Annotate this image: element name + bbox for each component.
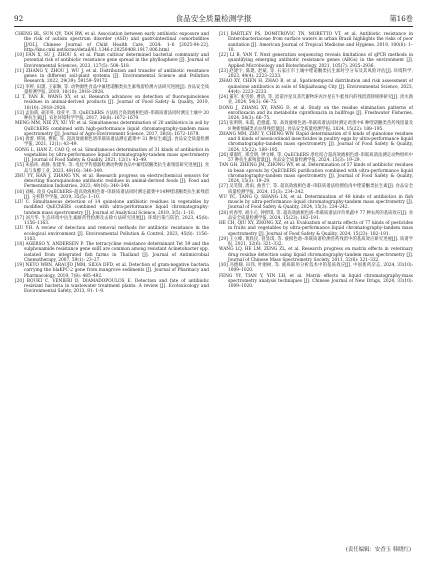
reference-entry: MENG MM, NIE ZY, XU YP, et al. Simultaneous determination of 20 antibiotics in soil by QuEChERS combined with high-performance liquid chromatography-tandem mass spectrometry [J]. Journal of Agro-Environment Science, 2017, 36(8): 1672–1679. bbox=[15, 121, 209, 137]
reference-entry: HE CH, QIU XY, ZHONG XZ, et al. Evaluation of matrix effects of 77 kinds of pesticides in fruits and vegetables by ultra-performance liquid chromatography-tandem mass spectrometry [J]. Journal of Food Safety & Quality, 2024, 15(23): 182–191. bbox=[219, 221, 413, 237]
reference-entry: [16] 刘栋. 改良 QuEChERS–超高效液相色谱–串联质谱法同时测定蔬菜中14种喹诺酮类抗生素残留[J]. 分析科学学报, 2019, 35(5): 1–10. bbox=[15, 189, 209, 200]
reference-entry: [24] 董军, 张雪娇, 曹清, 等. 恩诺沙星及其代谢物环丙沙星在牛蛙体内的残留消除规律研究[J]. 淡水渔业, 2024, 54(3): 66–75. bbox=[219, 95, 413, 106]
reference-entry: [28] 何春琴, 胡小元, 钟智琪, 等. 超高效液相色谱–串联质谱法评价果蔬中 77 种农药的基质效应[J]. 食品安全质量检测学报, 2024, 15(23): 182–191. bbox=[219, 210, 413, 221]
reference-entry: LIU YH. A review of detection and removal methods for antibiotic resistance in the ecological environment [J]. Environmental Pollution & Control, 2023, 45(8): 1156–1163. bbox=[15, 226, 209, 242]
reference-entry: [11] ZHANG Y, ZHOU J, WU J, et al. Distribution and transfer of antibiotic resistance genes in different soil-plant systems [J]. Environmental Science and Pollution Research, 2022, 29(39): 59159–59172. bbox=[15, 68, 209, 85]
reference-entry: WU YC, TANG Q, SHANG LN, et al. Determination of 48 kinds of antibiotics in fish muscle by ultra-performance liquid chromatography-tandem mass spectrometry [J]. Journal of Food Safety & Quality, 2024, 15(3): 234–242. bbox=[219, 194, 413, 211]
reference-entry: [26] 谭淑红, 邢会明, 钟文峰, 等. QuEChERS 净化结合超高效液相色谱–串联质谱法测定动物组织中 57 种抗生素残留量[J]. 食品安全质量检测学报, 2024, 15(3): 19–29. bbox=[219, 152, 413, 163]
reference-entry: WANG LQ, HE LM, ZENG ZL, et al. Research progress on matrix effects in veterinary drug residue detection using liquid chromatography-tandem mass spectrometry [J]. Journal of Chinese Mass Spectrometry Society, 2011, 32(6): 321–332. bbox=[219, 247, 413, 263]
reference-entry: CHENG BL, SUN QY, TAN BW, et al. Association between early antibiotic exposure and the risk of autism spectrum disorder (ASD) and gastrointestinal comorbidities [J/OL]. Chinese Journal of Child Health Care, 2024: 1–6 [2025-04-22]. http://kns.cnki.net/kcms/detail/61.1346.r.20250408.1917.006.html bbox=[15, 32, 209, 53]
reference-entry: GONG L, HAN Z, CAO Q, et al. Simultaneous determination of 31 kinds of antibiotics in vegetables by ultra-performance liquid chromatography-tandem mass spectrometry [J]. Journal of Food Safety & Quality, 2021, 12(1): 43–49. bbox=[15, 147, 209, 163]
reference-entry: [18] AGERSO Y, ANDERSEN P. The tetracycline resistance determinant Tet 39 and the sulphonamide resistance gene sulII are common among resistant Acinetobacter spp. isolated from integrated fish farms in Thailand [J]. Journal of Antimicrobial Chemotherapy, 2007, 59(1): 23–27. bbox=[15, 242, 209, 263]
reference-entry: [27] 吴笑瑞, 唐雨, 曲善宁, 等. 超高效液相色谱–串联质谱法检测鱼肉中喹诺酮类抗生素[J]. 食品安全质量检测学报, 2024, 15(3): 234–242. bbox=[219, 184, 413, 195]
reference-entry: [13] 孟雨萌, 聂泽英, 徐亚平, 等. QuEChERS 方法结合高效液相色谱–串联质谱法同时测定土壤中 20 种抗生素[J]. 农业环境科学学报, 2017, 36(8): 1672–1679. bbox=[15, 110, 209, 121]
reference-entry: [30] 冯德娣, 田伟, 叶刚树, 等. 液质联用分析技术中的基质效应[J]. 中国新药杂志, 2024, 33(10): 1009–1020. bbox=[219, 263, 413, 274]
reference-entry: [10] FAN X, SU J, ZHOU S, et al. Plant cultivar determined bacterial community and potential risk of antibiotic resistance gene spread in the phyllosphere [J]. Journal of Environmental Sciences, 2023, 127(5): 508–518. bbox=[15, 53, 209, 69]
reference-entry: [22] LI B, YAN T. Next generation sequencing reveals limitations of qPCR methods in quantifying emerging antibiotic resistance genes (ARGs) in the environment [J]. Applied Microbiology and Biotechnology, 2021, 105(7): 2925–2936. bbox=[219, 53, 413, 69]
reference-entry: [17] 刘月华. 生态环境中抗生素耐药性检测及去除方法研究进展[J]. 环境污染与防治, 2023, 45(8): 1156–1163. bbox=[15, 215, 209, 226]
page-number: 92 bbox=[14, 14, 24, 23]
reference-column-left bbox=[15, 32, 209, 295]
reference-entry: DONG J, ZHANG XY, FANG D, et al. Study on the residue elimination patterns of enrofloxacin and its metabolite ciprofloxacin in bullfrogs [J]. Freshwater Fisheries, 2024, 54(3): 66–75. bbox=[219, 105, 413, 121]
reference-entry: [25] 张明明, 朱霞, 范德鑫, 等. 高效液相色谱–串联质谱法同时测定鸡蛋中6 种喹诺酮类兽药残留量及 8 种新烟碱类杀虫剂残留量[J]. 食品安全质量检测学报, 2024, 15(22): 188–195. bbox=[219, 121, 413, 132]
reference-entry: LI T, YAN R, WANG XY, et al. Research advances on detection of fluoroquinolones residues in animal-derived products [J]. Journal of Food Safety & Quality, 2019, 10(10): 2918–2928. bbox=[15, 95, 209, 111]
reference-entry: [29] 王立峰, 黄轶民, 曾显琪, 等. 液相色谱–串联质谱检测兽药残留中的基质效应研究进展[J]. 质谱学报, 2021, 32(6): 321–332. bbox=[219, 236, 413, 247]
reference-entry: [23] 赵建宇, 陈建, 赵斌, 等. 石家庄市土壤中喹诺酮类抗生素时空分布及其风险评估[J]. 环境科学, 2023, 44(4): 2223–2233. bbox=[219, 68, 413, 79]
reference-entry: [20] BOUKI C, VENIERI D, DIAMADOPOULOS E. Detection and fate of antibiotic resistant bacteria in wastewater treatment plants: A review [J]. Ecotoxicology and Environmental Safety, 2013, 91: 1–9. bbox=[15, 278, 209, 295]
reference-entry: FENG YY, TIAN Y, YIN LH, et al. Matrix effects in liquid chromatography-mass spectrometry analysis techniques [J]. Chinese Journal of New Drugs, 2024, 33(10): 1009–1020. bbox=[219, 273, 413, 289]
reference-entry: [15] 朱依祎, 胡静, 张建华, 等. 电化学传感器检测动物源食品中氟喹诺酮类抗生素残留研究进展[J]. 食品与发酵工业, 2023, 49(16): 340–349. bbox=[15, 163, 209, 174]
reference-entry: LIU C. Simultaneous detection of 14 quinolone antibiotic residues in vegetables by modified QuEChERS combined with ultra-performance liquid chromatography-tandem mass spectrometry [J]. Journal of Analytical Science, 2019, 3(5): 1–10. bbox=[15, 200, 209, 216]
reference-entry: [14] 龚蕾, 韩锐, 曹锐, 等. 超高效液相色谱串联质谱法测定蔬菜中 31 种抗生素[J]. 食品安全质量检测学报, 2021, 12(1): 43–49. bbox=[15, 137, 209, 148]
editor-note: (责任编辑：安香玉 韩晓红) bbox=[345, 547, 411, 553]
reference-entry: [12] 李婷, 田潇, 王家琳, 等. 动物源性食品中氟喹诺酮类抗生素残留检测方法研究进展[J]. 食品安全质量检测学报, 2019, 10(10): 2918–2928. bbox=[15, 84, 209, 95]
reference-entry: ZHAO XY, CHEN H, ZHAO B, et al. Spatiotemporal distribution and risk assessment of quinolone antibiotics in soils of Shijiazhuang City [J]. Environmental Science, 2023, 44(4): 2223–2233. bbox=[219, 79, 413, 95]
reference-entry: [21] BARTLEY PS, DOMITROVIC TN, MORETTO VT, et al. Antibiotic resistance in Enterobacteriaceae from surface waters in urban Brazil highlights the risks of poor sanitation [J]. American Journal of Tropical Medicine and Hygiene, 2019, 100(6): 1–10. bbox=[219, 32, 413, 53]
reference-column-right bbox=[219, 32, 413, 289]
reference-entry: TAN GH, ZHENG JM, ZHONG WY, et al. Determination of 57 kinds of antibiotic residues in bean sprouts by QuEChERS purification combined with ultra-performance liquid chromatography-tandem mass spectrometry [J]. Journal of Food Safety & Quality, 2024, 15(3): 19–29. bbox=[219, 163, 413, 184]
page-header bbox=[14, 12, 413, 27]
reference-entry: [19] NETO WRN, ARAUJO JMM, SILVA DFD, et al. Detection of gram-negative bacteria carrying the blaKPC-2 gene from mangrove sediments [J]. Journal of Pharmacy and Pharmacology, 2019, 7(8): 485–492. bbox=[15, 263, 209, 279]
volume-label: 第16卷 bbox=[389, 14, 413, 23]
journal-title: 食品安全质量检测学报 bbox=[175, 14, 252, 23]
reference-entry: ZHU YY, HAN J, ZHANG YN, et al. Research progress on electrochemical sensors for detecting fluoroquinolone antibiotic residues in animal-derived foods [J]. Food and Fermentation Industries, 2023, 49(16): 340–349. bbox=[15, 173, 209, 190]
reference-entry: ZHANG MM, ZHU Y, CHENG WW. Rapid determination of 6 kinds of quinolone residues and 8 kinds of neonicotinoid insecticides in poultry eggs by ultra-performance liquid chromatography-tandem mass spectrometry [J]. Journal of Food Safety & Quality, 2024, 15(22): 188–195. bbox=[219, 131, 413, 153]
